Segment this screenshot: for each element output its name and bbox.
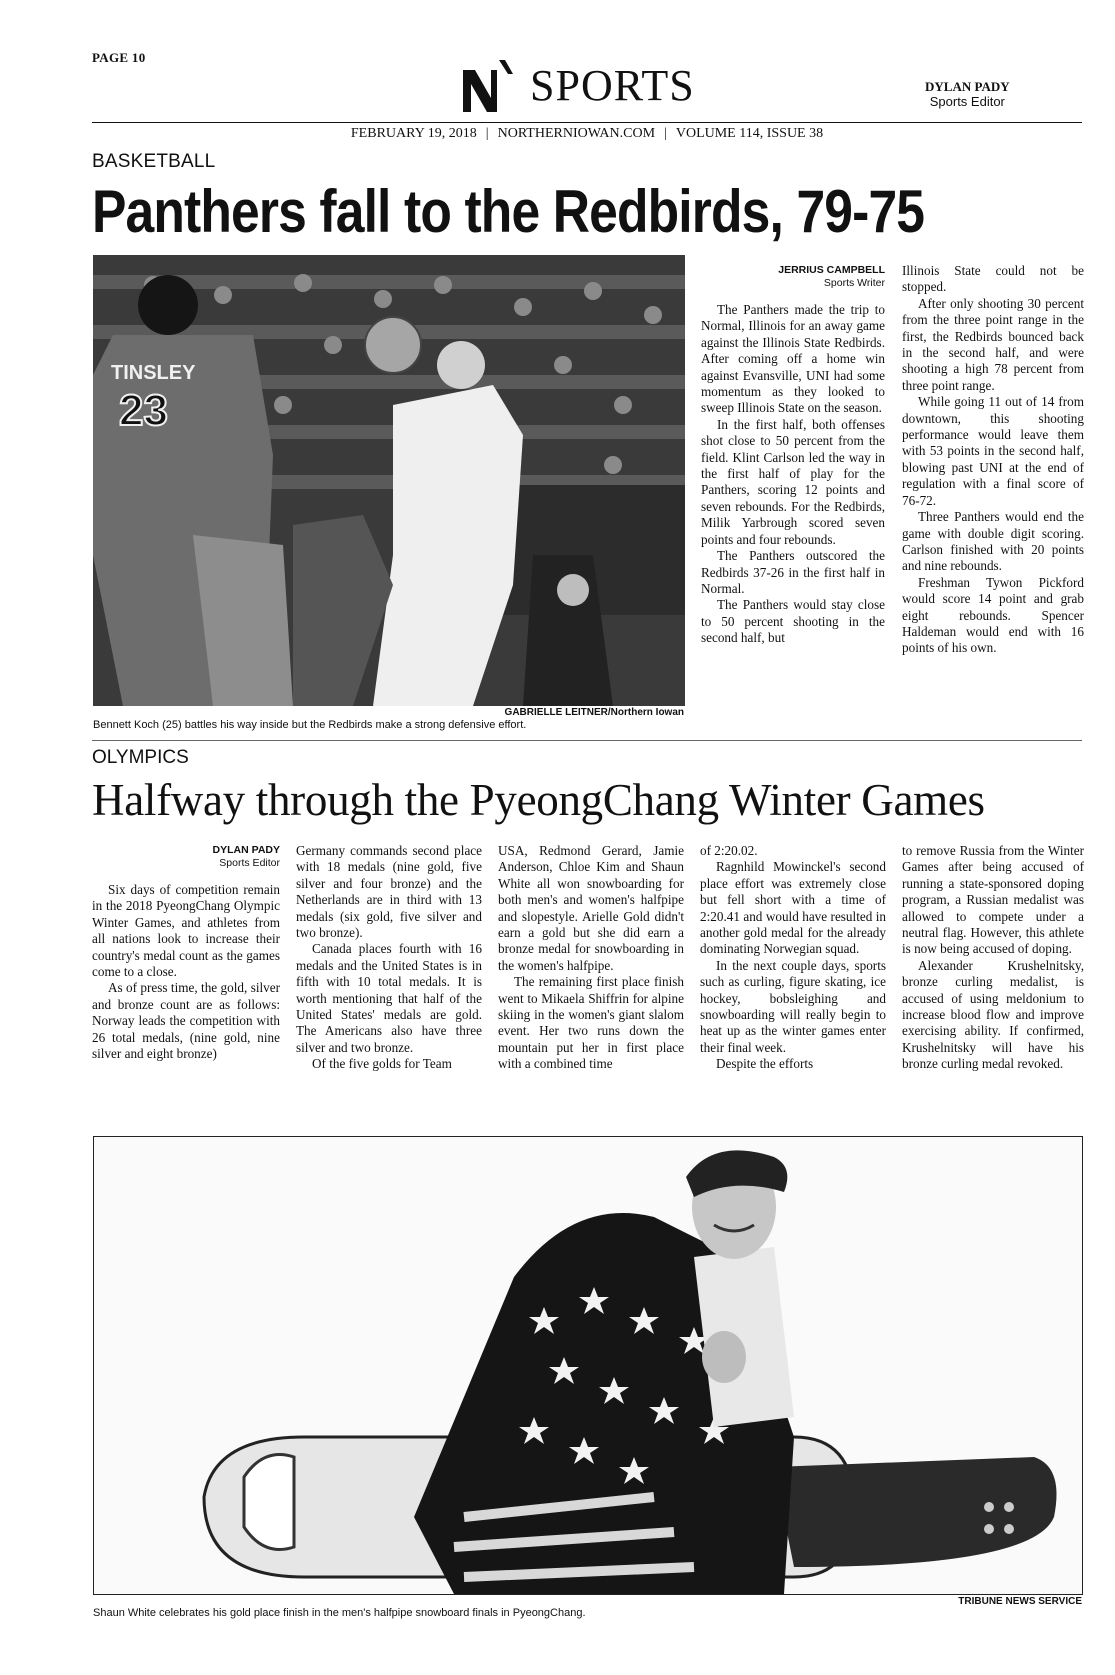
story-headline: Halfway through the PyeongChang Winter Games [92,775,985,825]
paragraph: Ragnhild Mowinckel's second place effort was extremely close but fell short with a time of 2:20.41 and would have resulted in another gold medal for the already dominating Norwegian squad. [700,859,886,957]
paragraph: The Panthers would stay close to 50 percent shooting in the second half, but [701,597,885,646]
story-kicker: BASKETBALL [92,151,216,172]
paragraph: Illinois State could not be stopped. [902,263,1084,295]
masthead-rule [92,122,1082,123]
section-divider [92,740,1082,741]
byline-title: Sports Editor [219,857,280,869]
byline-name: DYLAN PADY [212,844,280,856]
website-link[interactable]: NORTHERNIOWAN.COM [497,126,656,141]
northern-iowan-logo [461,58,521,114]
paragraph: Germany commands second place with 18 medals (nine gold, five silver and four bronze) and the Netherlands are in third with 13 medals (six gold, five silver and two bronze). [296,843,482,941]
editor-title: Sports Editor [929,94,1005,109]
dateline-separator: | [485,126,489,141]
paragraph: As of press time, the gold, silver and bronze count are as follows: Norway leads the competition with 26 total medals, (nine gold, nine silver and eight bronze) [92,980,280,1062]
photo-credit: TRIBUNE NEWS SERVICE [958,1596,1082,1607]
paragraph: In the next couple days, sports such as curling, figure skating, ice hockey, bobsleighing and snowboarding will really begin to heat up as the winter games enter their final week. [700,957,886,1055]
paragraph: Despite the efforts [716,1056,814,1072]
paragraph: of 2:20.02. [700,843,758,858]
paragraph: Canada places fourth with 16 medals and the United States is in fifth with 10 total medals. It is worth mentioning that half of the United States' medals are gold. The Americans also have three silver and two bronze. [296,941,482,1055]
jersey-number: 23 [119,386,168,435]
paragraph: The Panthers outscored the Redbirds 37-26 in the first half in Normal. [701,548,885,596]
basketball-photo [93,255,685,706]
paragraph: Six days of competition remain in the 2018 PyeongChang Olympic Winter Games, and athletes from all nations look to increase their country's medal count as the games come to a close. [92,882,280,980]
byline [701,263,885,290]
paragraph: The remaining first place finish went to Mikaela Shiffrin for alpine skiing in the women's giant slalom event. Her two runs down the mountain put her in first place with a combined time [498,974,684,1072]
story-headline: Panthers fall to the Redbirds, 79-75 [92,178,925,245]
paragraph: Alexander Krushelnitsky, bronze curling medalist, is accused of using meldonium to increase blood flow and improve exercising ability. If confirmed, Krushelnitsky will have his bronze curling medal revoked. [902,957,1084,1072]
story-kicker: OLYMPICS [92,747,189,768]
article-column [902,263,1084,657]
paragraph: After only shooting 30 percent from the three point range in the first, the Redbirds bounced back in the second half, and were shooting a high 78 percent from three point range. [902,295,1084,393]
page-number: PAGE 10 [92,50,146,65]
article-column [902,843,1084,1073]
paragraph: Freshman Tywon Pickford would score 14 point and grab eight rebounds. Spencer Haldeman would end with 16 points of his own. [902,574,1084,656]
volume-issue: VOLUME 114, ISSUE 38 [675,126,824,141]
dateline [92,126,1082,142]
photo-caption: Shaun White celebrates his gold place finish in the men's halfpipe snowboard finals in PyeongChang. [93,1607,586,1619]
article-column [700,843,886,1073]
article-column [498,843,684,1073]
dateline-separator: | [664,126,667,141]
byline-title: Sports Writer [823,277,885,289]
paragraph: to remove Russia from the Winter Games after being accused of running a state-sponsored doping program, a Russian medalist was allowed to compete under a neutral flag. However, this athlete is now being accused of doping. [902,843,1084,957]
editor-name: DYLAN PADY [925,79,1010,94]
photo-credit: GABRIELLE LEITNER/Northern Iowan [504,707,684,718]
paragraph: The Panthers made the trip to Normal, Illinois for an away game against the Illinois State Redbirds. After coming off a home win against Evansville, UNI had some momentum as they looked to sweep Illinois State on the season. [701,302,885,416]
paragraph: Of the five golds for Team [312,1056,452,1072]
jersey-name: TINSLEY [111,362,196,384]
article-column [296,843,482,1073]
snowboarder-photo [93,1136,1083,1595]
basketball-photo-art [93,255,685,706]
byline [92,843,280,870]
photo-caption: Bennett Koch (25) battles his way inside but the Redbirds make a strong defensive effort. [93,719,527,731]
byline-name: JERRIUS CAMPBELL [778,264,885,276]
article-column [92,843,280,1062]
article-column [701,263,885,647]
paragraph: Three Panthers would end the game with double digit scoring. Carlson finished with 20 points and nine rebounds. [902,509,1084,574]
snowboarder-photo-art [94,1137,1082,1594]
paragraph: USA, Redmond Gerard, Jamie Anderson, Chloe Kim and Shaun White all won snowboarding for both men's and women's halfpipe and slopestyle. Arielle Gold didn't earn a gold but she did earn a bronze medal for snowboarding in the women's halfpipe. [498,843,684,973]
paragraph: In the first half, both offenses shot close to 50 percent from the field. Klint Carlson led the way in the first half of play for the Panthers, scoring 12 points and seven rebounds. For the Redbirds, Milik Yarbrough scored seven points and four rebounds. [701,416,885,547]
paragraph: While going 11 out of 14 from downtown, this shooting performance would leave them with 53 points in the second half, blowing past UNI at the end of regulation with a final score of 76-72. [902,394,1084,508]
section-editor [925,79,1010,109]
issue-date: FEBRUARY 19, 2018 [350,126,477,141]
section-title: SPORTS [530,61,695,110]
